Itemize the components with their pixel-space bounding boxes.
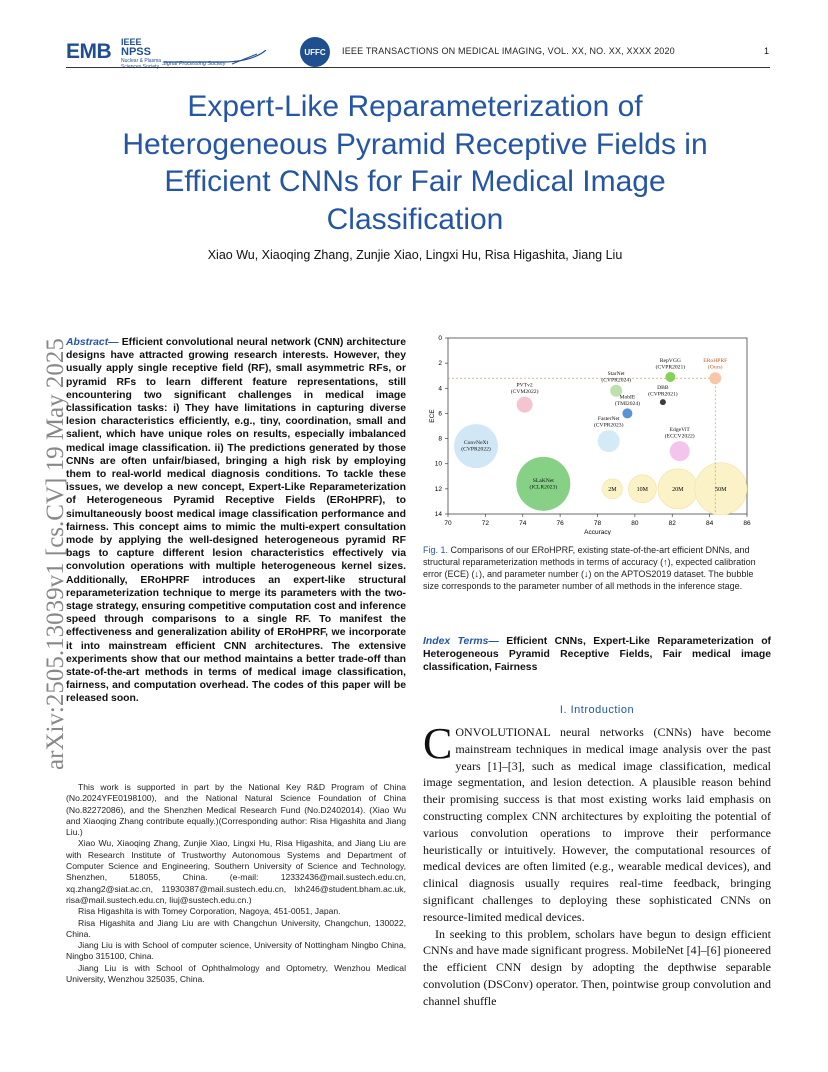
x-axis-label: Accuracy bbox=[584, 529, 611, 535]
size-legend-label: 20M bbox=[672, 486, 684, 493]
data-label-venue: (CVPR2022) bbox=[461, 446, 491, 453]
intro-paragraph: In seeking to this problem, scholars have begun to design efficient CNNs and have made significant progress. MobileNet [4]–[6] pioneered the efficient CNN design by adopting the depthwise separable convolution (DSConv) operator. Then, pointwise group convolution and channel shuffle bbox=[423, 926, 771, 1008]
size-legend-label: 2M bbox=[608, 486, 617, 493]
footnote-funding: This work is supported in part by the National Key R&D Program of China (No.2024YFE0198100), and the National Natural Science Foundation of China (No.82272086), and the Shenzhen Medical Research Fund (No.D2402014). (Xiao Wu and Xiaoqing Zhang contribute equally.)(Corresponding author: Risa Higashita and Jiang Liu.) bbox=[66, 782, 406, 838]
y-tick-label: 4 bbox=[438, 385, 442, 393]
footnote-affiliation: Risa Higashita is with Tomey Corporation, Nagoya, 451-0051, Japan. bbox=[78, 906, 341, 917]
data-label: DBB bbox=[657, 385, 669, 392]
y-tick-label: 0 bbox=[438, 335, 442, 342]
footnote-affiliation: Risa Higashita and Jiang Liu are with Changchun University, Changchun, 130022, China. bbox=[66, 917, 406, 939]
intro-paragraph bbox=[423, 719, 771, 926]
x-tick-label: 80 bbox=[631, 520, 639, 527]
data-label: ERoHPRF bbox=[703, 358, 728, 365]
data-label-venue: (Ours) bbox=[707, 364, 723, 371]
ieee-logo-line: IEEE bbox=[121, 37, 142, 47]
data-bubble bbox=[622, 408, 632, 418]
figure-1 bbox=[420, 330, 778, 535]
figure-caption bbox=[423, 544, 771, 592]
data-label-venue: (TMI2024) bbox=[614, 400, 640, 407]
page-number: 1 bbox=[764, 46, 770, 56]
index-terms-heading: Index Terms— bbox=[423, 636, 499, 647]
figure-caption-text: Comparisons of our ERoHPRF, existing state-of-the-art efficient DNNs, and structural reparameterization methods in terms of accuracy (↑), expected calibration error (ECE) (↓), and parameter number (↓) on the APTOS2019 dataset. The bubble size corresponds to the parameter number of all methods in the inference stage. bbox=[423, 545, 756, 591]
abstract-body: Efficient convolutional neural network (CNN) architecture designs have attracted growing research interests. However, they usually apply single receptive field (RF), small asymmetric RFs, or pyramid RFs to learn different feature representations, still encountering two significant challenges in medical image classification tasks: i) They have limitations in capturing diverse lesion characteristics efficiently, e.g., tiny, coordination, small and salient, which have unique roles on results, especially imbalanced medical image classification. ii) The predictions generated by those CNNs are often unfair/biased, bringing a high risk by employing them to real-world medical diagnosis conditions. To tackle these issues, we develop a new concept, Expert-Like Reparameterization of Heterogeneous Pyramid Receptive Fields (ERoHPRF), to simultaneously boost medical image classification performance and fairness. This concept aims to mimic the multi-expert consultation mode by applying the well-designed heterogeneous pyramid RF bags to capture different lesion characteristics effectively via convolution operations with multiple heterogeneous kernel sizes. Additionally, ERoHPRF introduces an expert-like structural reparameterization technique to merge its parameters with the two-stage strategy, ensuring competitive computation cost and inference speed through comparisons to a single RF. To manifest the effectiveness and generalization ability of ERoHPRF, we incorporate it into mainstream efficient CNN architectures. The extensive experiments show that our method maintains a better trade-off than state-of-the-art methods in terms of medical image classification, fairness, and computation overhead. The codes of this paper will be released soon. bbox=[66, 337, 406, 705]
y-tick-label: 6 bbox=[438, 410, 442, 418]
data-label: SLaKNet bbox=[532, 477, 554, 484]
footnote-affiliation: Xiao Wu, Xiaoqing Zhang, Zunjie Xiao, Lingxi Hu, Risa Higashita, and Jiang Liu are with Research Institute of Trustworthy Autonomous Systems and Department of Computer Science and Engineering, Southern University of Science and Technology, Shenzhen, 518055, China. (e-mail: 12332436@mail.sustech.edu.cn, xq.zhang2@siat.ac.cn, 11930387@mail.sustech.edu.cn, lxh246@student.bham.ac.uk, risa@mail.sustech.edu.cn, liuj@sustech.edu.cn.) bbox=[66, 838, 406, 905]
data-bubble bbox=[598, 430, 620, 452]
footnotes bbox=[66, 782, 406, 985]
data-label: MobIE bbox=[619, 394, 636, 401]
sps-logo-text: Signal Processing Society bbox=[162, 61, 226, 67]
journal-header: IEEE TRANSACTIONS ON MEDICAL IMAGING, VOL. XX, NO. XX, XXXX 2020 bbox=[342, 46, 675, 56]
data-label-venue: (CVPR2023) bbox=[593, 422, 624, 429]
drop-cap: C bbox=[423, 719, 453, 768]
footnote-affiliation: Jiang Liu is with School of computer science, University of Nottingham Ningbo China, Ningbo 315100, China. bbox=[66, 940, 406, 962]
author-list: Xiao Wu, Xiaoqing Zhang, Zunjie Xiao, Lingxi Hu, Risa Higashita, Jiang Liu bbox=[207, 248, 623, 262]
size-legend-label: 10M bbox=[636, 486, 649, 493]
data-label-venue: (CVM2022) bbox=[510, 389, 539, 396]
data-label-venue: (ICLR2023) bbox=[529, 484, 558, 491]
y-axis-label: ECE bbox=[429, 409, 436, 423]
arxiv-stamp-text: arXiv:2505.13039v1 [cs.CV] 19 May 2025 bbox=[42, 338, 69, 770]
data-label: EdgeViT bbox=[669, 427, 690, 434]
data-bubble bbox=[670, 441, 690, 461]
data-label: RepVGG bbox=[659, 357, 681, 364]
data-label-venue: (ECCV2022) bbox=[664, 433, 695, 440]
abstract bbox=[66, 336, 406, 706]
y-tick-label: 2 bbox=[438, 360, 442, 368]
y-tick-label: 12 bbox=[434, 485, 442, 493]
abstract-heading: Abstract— bbox=[66, 337, 119, 348]
data-label-venue: (CVPR2024) bbox=[601, 377, 631, 384]
data-label: StarNet bbox=[607, 370, 625, 377]
x-tick-label: 70 bbox=[444, 520, 452, 527]
data-label: ConvNeXt bbox=[463, 440, 489, 447]
index-terms bbox=[423, 635, 771, 675]
introduction-body bbox=[423, 719, 771, 1010]
x-tick-label: 84 bbox=[706, 520, 714, 527]
x-tick-label: 82 bbox=[668, 520, 676, 527]
data-bubble bbox=[517, 397, 533, 413]
x-tick-label: 86 bbox=[743, 520, 751, 527]
x-tick-label: 78 bbox=[593, 520, 602, 527]
size-legend-label: 50M bbox=[715, 486, 727, 493]
paper-title: Expert-Like Reparameterization of Heterogeneous Pyramid Receptive Fields in Efficient CNNs for Fair Medical Image Classification bbox=[122, 90, 708, 236]
figure-caption-label: Fig. 1. bbox=[423, 545, 449, 555]
intro-paragraph-text: ONVOLUTIONAL neural networks (CNNs) have become mainstream techniques in medical image analysis over the past years [1]–[3], such as medical image classification, medical image segmentation, and lesion detection. A plausible reason behind their promising success is that most existing works laid emphasis on constructing complex CNN architectures by exploiting the potential of various convolution operations to improve their performance heuristically or intuitively. However, the computational resources of medical devices are often limited (e.g., wearable medical devices), and clinical diagnosis usually requires real-time feedback, bringing significant challenges to deploying these sophisticated CNNs on resource-limited medical devices. bbox=[423, 725, 771, 924]
index-terms-body: Efficient CNNs, Expert-Like Reparameterization of Heterogeneous Pyramid Receptive Fields, Fair medical image classification, Fairness bbox=[423, 636, 772, 674]
npss-logo-sub: Nuclear & Plasma bbox=[121, 58, 162, 64]
emb-logo: EMB bbox=[66, 40, 112, 63]
data-label: FasterNet bbox=[597, 416, 620, 423]
header-rule bbox=[66, 67, 770, 68]
ieee-npss-logo bbox=[121, 38, 161, 70]
data-bubble bbox=[709, 372, 721, 384]
footnote-affiliation: Jiang Liu is with School of Ophthalmology and Optometry, Wenzhou Medical University, Wenzhou 325035, China. bbox=[66, 962, 406, 985]
data-label-venue: (CVPR2021) bbox=[655, 364, 686, 371]
x-tick-label: 76 bbox=[556, 520, 564, 527]
sps-logo bbox=[162, 50, 270, 68]
npss-logo-line: NPSS bbox=[121, 46, 151, 58]
y-tick-label: 8 bbox=[438, 435, 442, 443]
y-tick-label: 14 bbox=[434, 511, 442, 518]
section-heading-introduction: I. Introduction bbox=[559, 704, 635, 716]
bubble-chart bbox=[420, 330, 778, 535]
data-bubble bbox=[660, 399, 666, 405]
y-tick-label: 10 bbox=[434, 460, 442, 468]
data-label: PVTv2 bbox=[516, 382, 533, 389]
data-bubble bbox=[665, 372, 675, 382]
x-tick-label: 72 bbox=[481, 520, 489, 527]
arxiv-stamp bbox=[4, 300, 69, 770]
uffc-logo: UFFC bbox=[300, 37, 330, 67]
x-tick-label: 74 bbox=[519, 520, 527, 527]
data-label-venue: (CVPR2021) bbox=[648, 391, 678, 398]
